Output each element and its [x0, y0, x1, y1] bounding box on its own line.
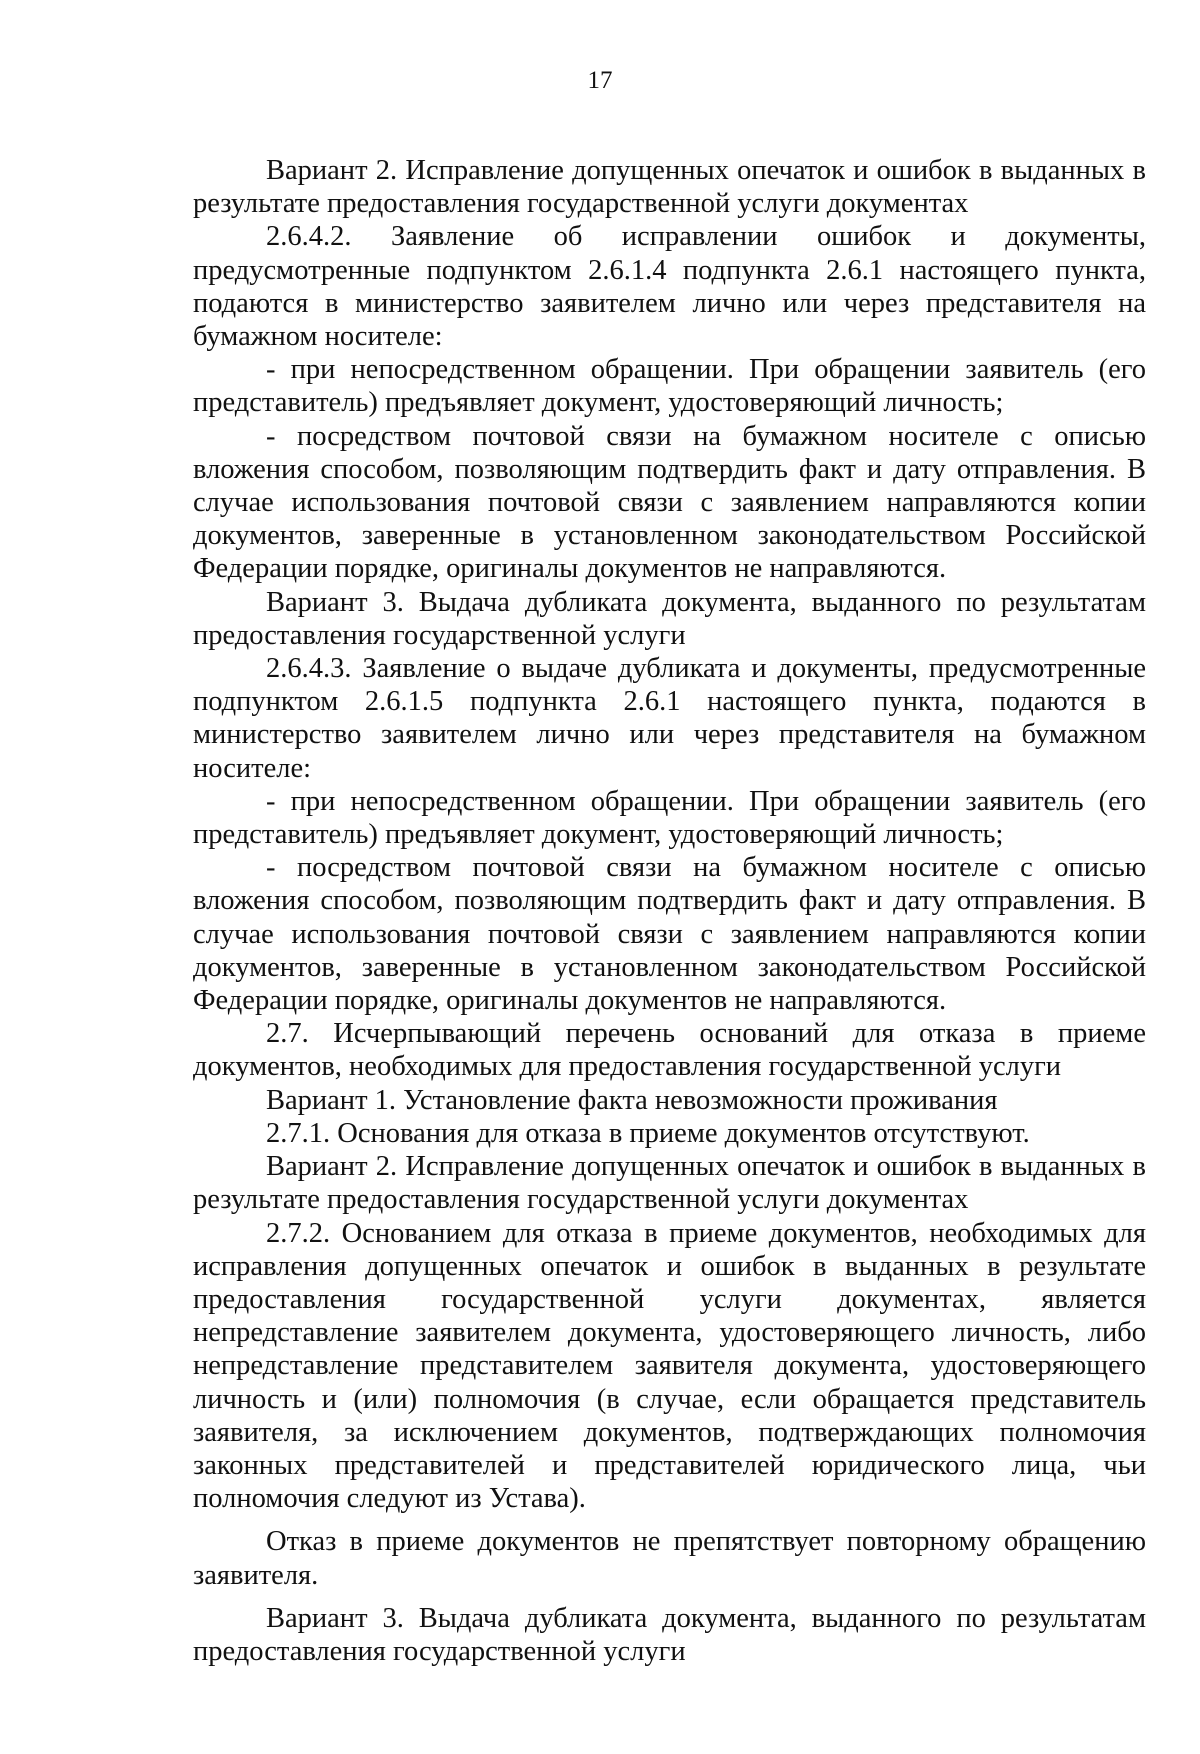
paragraph-refusal-note: Отказ в приеме документов не препятствует повторному обращению заявителя. — [193, 1526, 1146, 1591]
list-item-direct-appeal: - при непосредственном обращении. При обращении заявитель (его представитель) предъявляет документ, удостоверяющий личность; — [193, 354, 1146, 419]
list-item-postal-delivery: - посредством почтовой связи на бумажном носителе с описью вложения способом, позволяющим подтвердить факт и дату отправления. В случае использования почтовой связи с заявлением направляются копии документов, заверенные в установленном законодательством Российской Федерации порядке, оригиналы документов не направляются. — [193, 420, 1146, 585]
paragraph-2-6-4-3: 2.6.4.3. Заявление о выдаче дубликата и документы, предусмотренные подпунктом 2.6.1.5 подпункта 2.6.1 настоящего пункта, подаются в министерство заявителем лично или через представителя на бумажном носителе: — [193, 653, 1146, 784]
variant-3-heading: Вариант 3. Выдача дубликата документа, выданного по результатам предоставления государственной услуги — [193, 1602, 1146, 1667]
list-item-postal-delivery: - посредством почтовой связи на бумажном носителе с описью вложения способом, позволяющим подтвердить факт и дату отправления. В случае использования почтовой связи с заявлением направляются копии документов, заверенные в установленном законодательством Российской Федерации порядке, оригиналы документов не направляются. — [193, 852, 1146, 1017]
paragraph-2-7-2: 2.7.2. Основанием для отказа в приеме документов, необходимых для исправления допущенных опечаток и ошибок в выданных в результате предоставления государственной услуги документах, является непредставление заявителем документа, удостоверяющего личность, либо непредставление представителем заявителя документа, удостоверяющего личность и (или) полномочия (в случае, если обращается представитель заявителя, за исключением документов, подтверждающих полномочия законных представителей и представителей юридического лица, чьи полномочия следуют из Устава). — [193, 1217, 1146, 1515]
variant-1-heading: Вариант 1. Установление факта невозможности проживания — [266, 1084, 998, 1116]
document-body — [193, 154, 1146, 1668]
paragraph-2-6-4-2: 2.6.4.2. Заявление об исправлении ошибок и документы, предусмотренные подпунктом 2.6.1.4 подпункта 2.6.1 настоящего пункта, подаются в министерство заявителем лично или через представителя на бумажном носителе: — [193, 221, 1146, 353]
variant-2-heading: Вариант 2. Исправление допущенных опечаток и ошибок в выданных в результате предоставления государственной услуги документах — [193, 1151, 1146, 1216]
list-item-direct-appeal: - при непосредственном обращении. При обращении заявитель (его представитель) предъявляет документ, удостоверяющий личность; — [193, 785, 1146, 851]
variant-3-heading: Вариант 3. Выдача дубликата документа, выданного по результатам предоставления государственной услуги — [193, 586, 1146, 651]
variant-2-heading: Вариант 2. Исправление допущенных опечаток и ошибок в выданных в результате предоставления государственной услуги документах — [193, 155, 1146, 220]
paragraph-2-7-1: 2.7.1. Основания для отказа в приеме документов отсутствуют. — [266, 1117, 1030, 1149]
section-2-7-heading: 2.7. Исчерпывающий перечень оснований для отказа в приеме документов, необходимых для предоставления государственной услуги — [193, 1018, 1146, 1083]
page-number: 17 — [587, 67, 613, 94]
